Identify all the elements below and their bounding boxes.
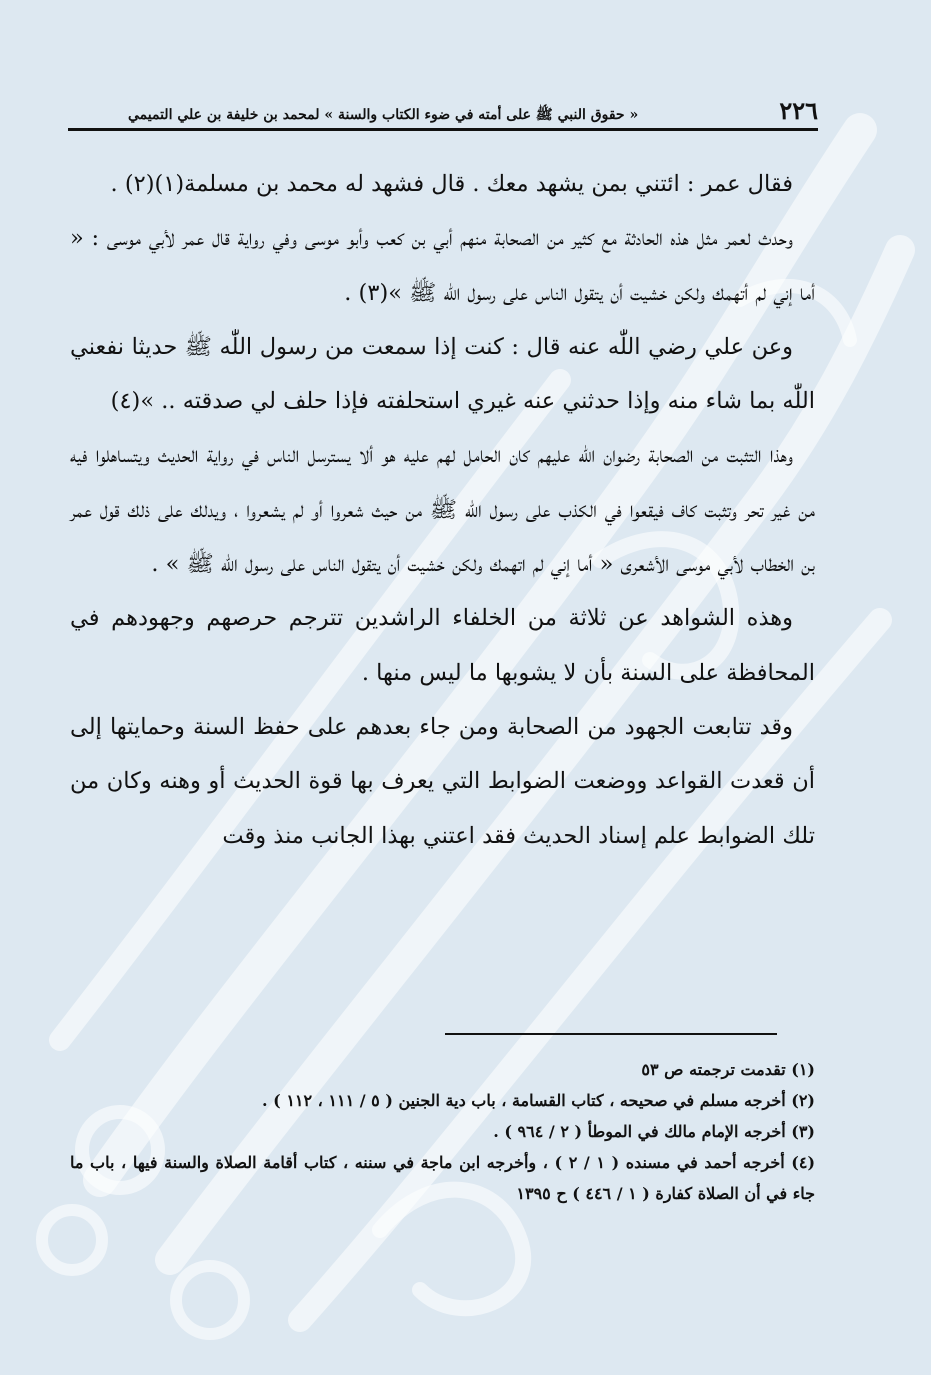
paragraph: وقد تتابعت الجهود من الصحابة ومن جاء بعدهم على حفظ السنة وحمايتها إلى أن قعدت القواعد ووضعت الضوابط التي يعرف بها قوة الحديث أو وهنه وكان من تلك الضوابط علم إسناد الحديث فقد اعتني بهذا الجانب منذ وقت — [70, 713, 815, 849]
footnote: (٤) أخرجه أحمد في مسنده ( ١ / ٢ ) ، وأخرجه ابن ماجة في سننه ، كتاب أقامة الصلاة والسنة فيها ، باب ما جاء في أن الصلاة كفارة ( ١ / ٤٤٦ ) ح ١٣٩٥ — [70, 1153, 816, 1203]
footnote-rule — [445, 1033, 777, 1035]
footnote: (٢) أخرجه مسلم في صحيحه ، كتاب القسامة ، باب دية الجنين ( ٥ / ١١١ ، ١١٢ ) . — [262, 1091, 815, 1110]
paragraph: وعن علي رضي اللّٰه عنه قال : كنت إذا سمعت من رسول اللّٰه ﷺ حديثا نفعني اللّٰه بما شاء منه وإذا حدثني عنه غيري استحلفته فإذا حلف لي صدقته .. »(٤) — [70, 333, 815, 415]
paragraph: فقال عمر : ائتني بمن يشهد معك . قال فشهد له محمد بن مسلمة(١)(٢) . — [110, 171, 793, 197]
running-head — [68, 96, 818, 126]
footnote: (١) تقدمت ترجمته ص ٥٣ — [641, 1060, 815, 1079]
footnotes — [70, 1054, 815, 1209]
header-rule — [68, 128, 818, 131]
main-text — [70, 157, 815, 863]
page-number: ٢٢٦ — [779, 96, 818, 125]
running-title: « حقوق النبي ﷺ على أمته في ضوء الكتاب والسنة » لمحمد بن خليفة بن علي التميمي — [128, 107, 639, 123]
paragraph: وهذا التثبت من الصحابة رضوان اللّٰه عليهم كان الحامل لهم عليه هو ألا يسترسل الناس في رواية الحديث ويتساهلوا فيه من غير تحر وتثبت كاف فيقعوا في الكذب على رسول اللّٰه ﷺ من حيث شعروا أو لم يشعروا ، ويدلك على ذلك قول عمر بن الخطاب لأبي موسى الأشعرى « أما إني لم اتهمك ولكن خشيت أن يتقول الناس على رسول اللّٰه ﷺ » . — [70, 442, 815, 578]
paragraph: وهذه الشواهد عن ثلاثة من الخلفاء الراشدين تترجم حرصهم وجهودهم في المحافظة على السنة بأن لا يشوبها ما ليس منها . — [70, 605, 815, 686]
footnote: (٣) أخرجه الإمام مالك في الموطأ ( ٢ / ٩٦٤ ) . — [493, 1122, 815, 1141]
paragraph: وحدث لعمر مثل هذه الحادثة مع كثير من الصحابة منهم أبي بن كعب وأبو موسى وفي رواية قال عمر لأبي موسى : « أما إني لم أتهمك ولكن خشيت أن يتقول الناس على رسول اللّٰه ﷺ »(٣) . — [70, 225, 815, 306]
